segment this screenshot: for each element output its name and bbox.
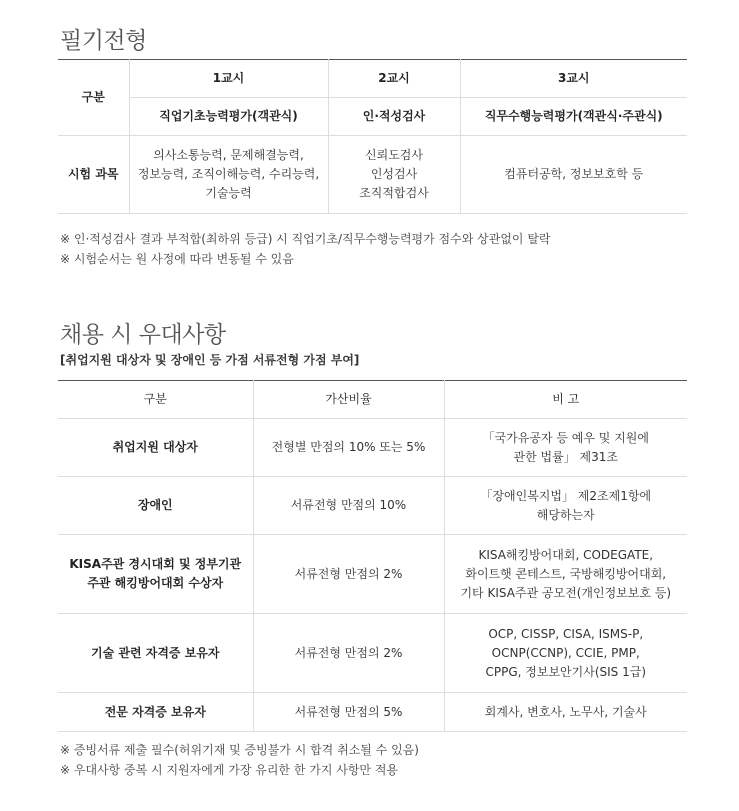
table-row <box>58 419 687 477</box>
preference-title: 채용 시 우대사항 <box>60 322 226 348</box>
note-item: ※ 인·적성검사 결과 부적합(최하위 등급) 시 직업기초/직무수행능력평가 점수와 상관없이 탈락 <box>60 232 551 246</box>
header-row <box>58 381 687 419</box>
row-category: 취업지원 대상자 <box>58 419 253 477</box>
test-2: 인·적성검사 <box>328 98 460 136</box>
period-2: 2교시 <box>328 60 460 98</box>
category-header: 구분 <box>58 381 253 419</box>
period-1: 1교시 <box>129 60 328 98</box>
written-exam-title: 필기전형 <box>60 28 147 54</box>
note-item: ※ 시험순서는 원 사정에 따라 변동될 수 있음 <box>60 252 294 266</box>
preference-notes <box>60 740 419 780</box>
test-1: 직업기초능력평가(객관식) <box>129 98 328 136</box>
category-header: 구분 <box>58 60 129 136</box>
row-remark: 「장애인복지법」 제2조제1항에 해당하는자 <box>444 477 687 535</box>
written-exam-table <box>58 59 687 214</box>
row-rate: 서류전형 만점의 5% <box>253 693 444 732</box>
row-category: KISA주관 경시대회 및 정부기관 주관 해킹방어대회 수상자 <box>58 535 253 614</box>
table-row <box>58 614 687 693</box>
row-rate: 서류전형 만점의 2% <box>253 535 444 614</box>
row-rate: 서류전형 만점의 2% <box>253 614 444 693</box>
table-row <box>58 693 687 732</box>
test-3: 직무수행능력평가(객관식·주관식) <box>460 98 687 136</box>
written-exam-notes <box>60 229 551 269</box>
row-remark: 회계사, 변호사, 노무사, 기술사 <box>444 693 687 732</box>
period-3: 3교시 <box>460 60 687 98</box>
row-remark: OCP, CISSP, CISA, ISMS-P, OCNP(CCNP), CCIE, PMP, CPPG, 정보보안기사(SIS 1급) <box>444 614 687 693</box>
note-item: ※ 증빙서류 제출 필수(허위기재 및 증빙불가 시 합격 취소될 수 있음) <box>60 743 419 757</box>
test-name-row <box>58 98 687 136</box>
subjects-1: 의사소통능력, 문제해결능력, 정보능력, 조직이해능력, 수리능력, 기술능력 <box>129 136 328 214</box>
row-category: 기술 관련 자격증 보유자 <box>58 614 253 693</box>
table-row <box>58 477 687 535</box>
row-rate: 서류전형 만점의 10% <box>253 477 444 535</box>
preference-table <box>58 380 687 732</box>
note-item: ※ 우대사항 중복 시 지원자에게 가장 유리한 한 가지 사항만 적용 <box>60 763 399 777</box>
subjects-3: 컴퓨터공학, 정보보호학 등 <box>460 136 687 214</box>
period-row <box>58 60 687 98</box>
row-category: 장애인 <box>58 477 253 535</box>
subjects-row <box>58 136 687 214</box>
preference-subtitle: [취업지원 대상자 및 장애인 등 가점 서류전형 가점 부여] <box>60 353 360 367</box>
table-row <box>58 535 687 614</box>
row-rate: 전형별 만점의 10% 또는 5% <box>253 419 444 477</box>
subjects-label: 시험 과목 <box>58 136 129 214</box>
rate-header: 가산비율 <box>253 381 444 419</box>
remark-header: 비 고 <box>444 381 687 419</box>
row-remark: 「국가유공자 등 예우 및 지원에 관한 법률」 제31조 <box>444 419 687 477</box>
subjects-2: 신뢰도검사 인성검사 조직적합검사 <box>328 136 460 214</box>
row-category: 전문 자격증 보유자 <box>58 693 253 732</box>
row-remark: KISA해킹방어대회, CODEGATE, 화이트햇 콘테스트, 국방해킹방어대회, 기타 KISA주관 공모전(개인정보보호 등) <box>444 535 687 614</box>
